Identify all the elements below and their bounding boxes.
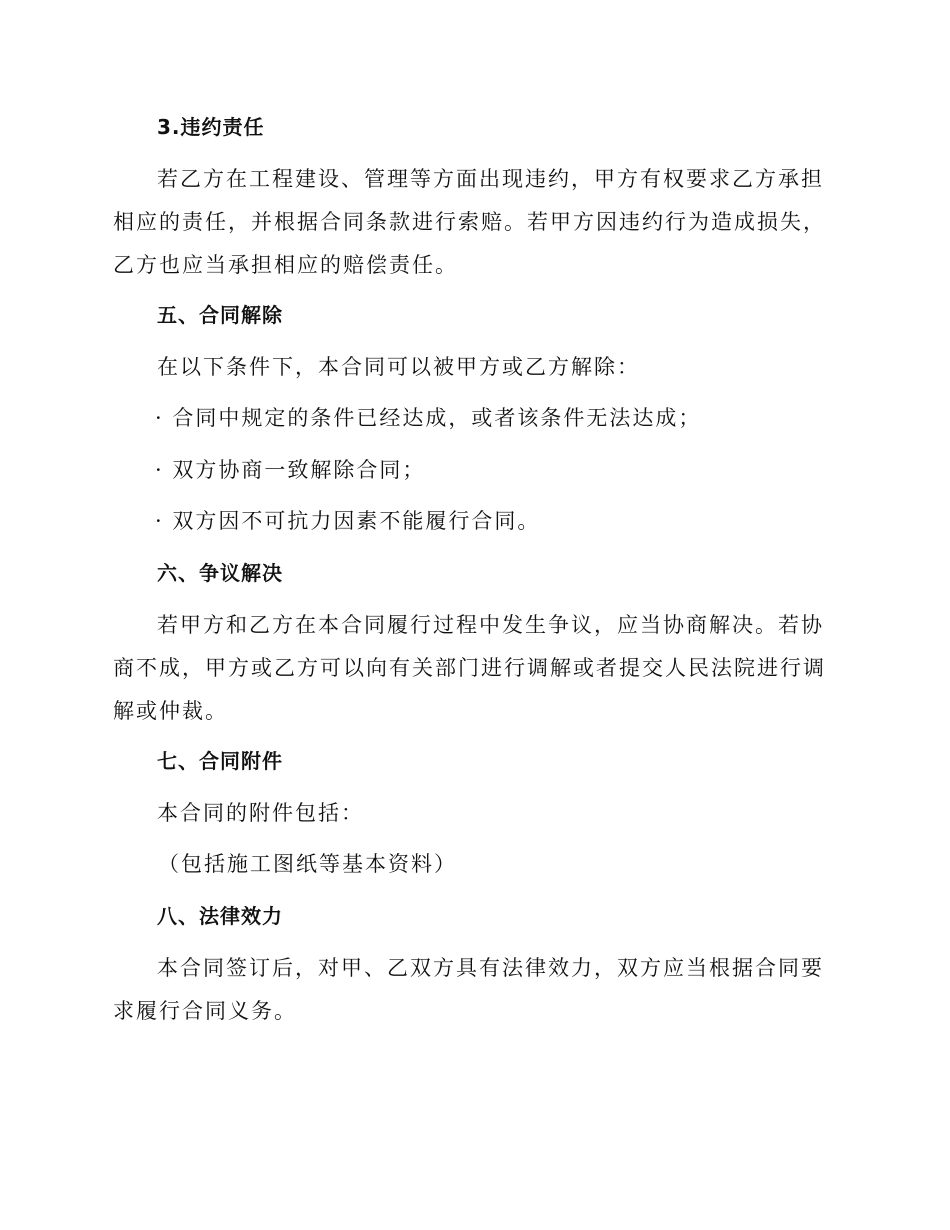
section-8-title: 八、法律效力 [157, 904, 283, 928]
section-6-body: 若甲方和乙方在本合同履行过程中发生争议，应当协商解决。若协商不成，甲方或乙方可以向有关部门进行调解或者提交人民法院进行调解或仲裁。 [113, 613, 826, 723]
section-5-item-3: · 双方因不可抗力因素不能履行合同。 [155, 509, 541, 533]
section-5-intro: 在以下条件下，本合同可以被甲方或乙方解除： [157, 355, 640, 379]
section-5-title: 五、合同解除 [157, 303, 283, 327]
section-7-intro: 本合同的附件包括： [157, 801, 364, 825]
section-6-title: 六、争议解决 [157, 561, 283, 585]
section-5-item-2: · 双方协商一致解除合同； [155, 458, 426, 482]
section-5-item-1: · 合同中规定的条件已经达成，或者该条件无法达成； [155, 406, 702, 430]
section-3-body: 若乙方在工程建设、管理等方面出现违约，甲方有权要求乙方承担相应的责任，并根据合同条款进行索赔。若甲方因违约行为造成损失，乙方也应当承担相应的赔偿责任。 [113, 167, 826, 277]
section-7-item: （包括施工图纸等基本资料） [158, 852, 457, 876]
section-8-body: 本合同签订后，对甲、乙双方具有法律效力，双方应当根据合同要求履行合同义务。 [113, 956, 824, 1023]
section-7-title: 七、合同附件 [157, 749, 283, 773]
section-3-title: 3.违约责任 [157, 115, 265, 139]
